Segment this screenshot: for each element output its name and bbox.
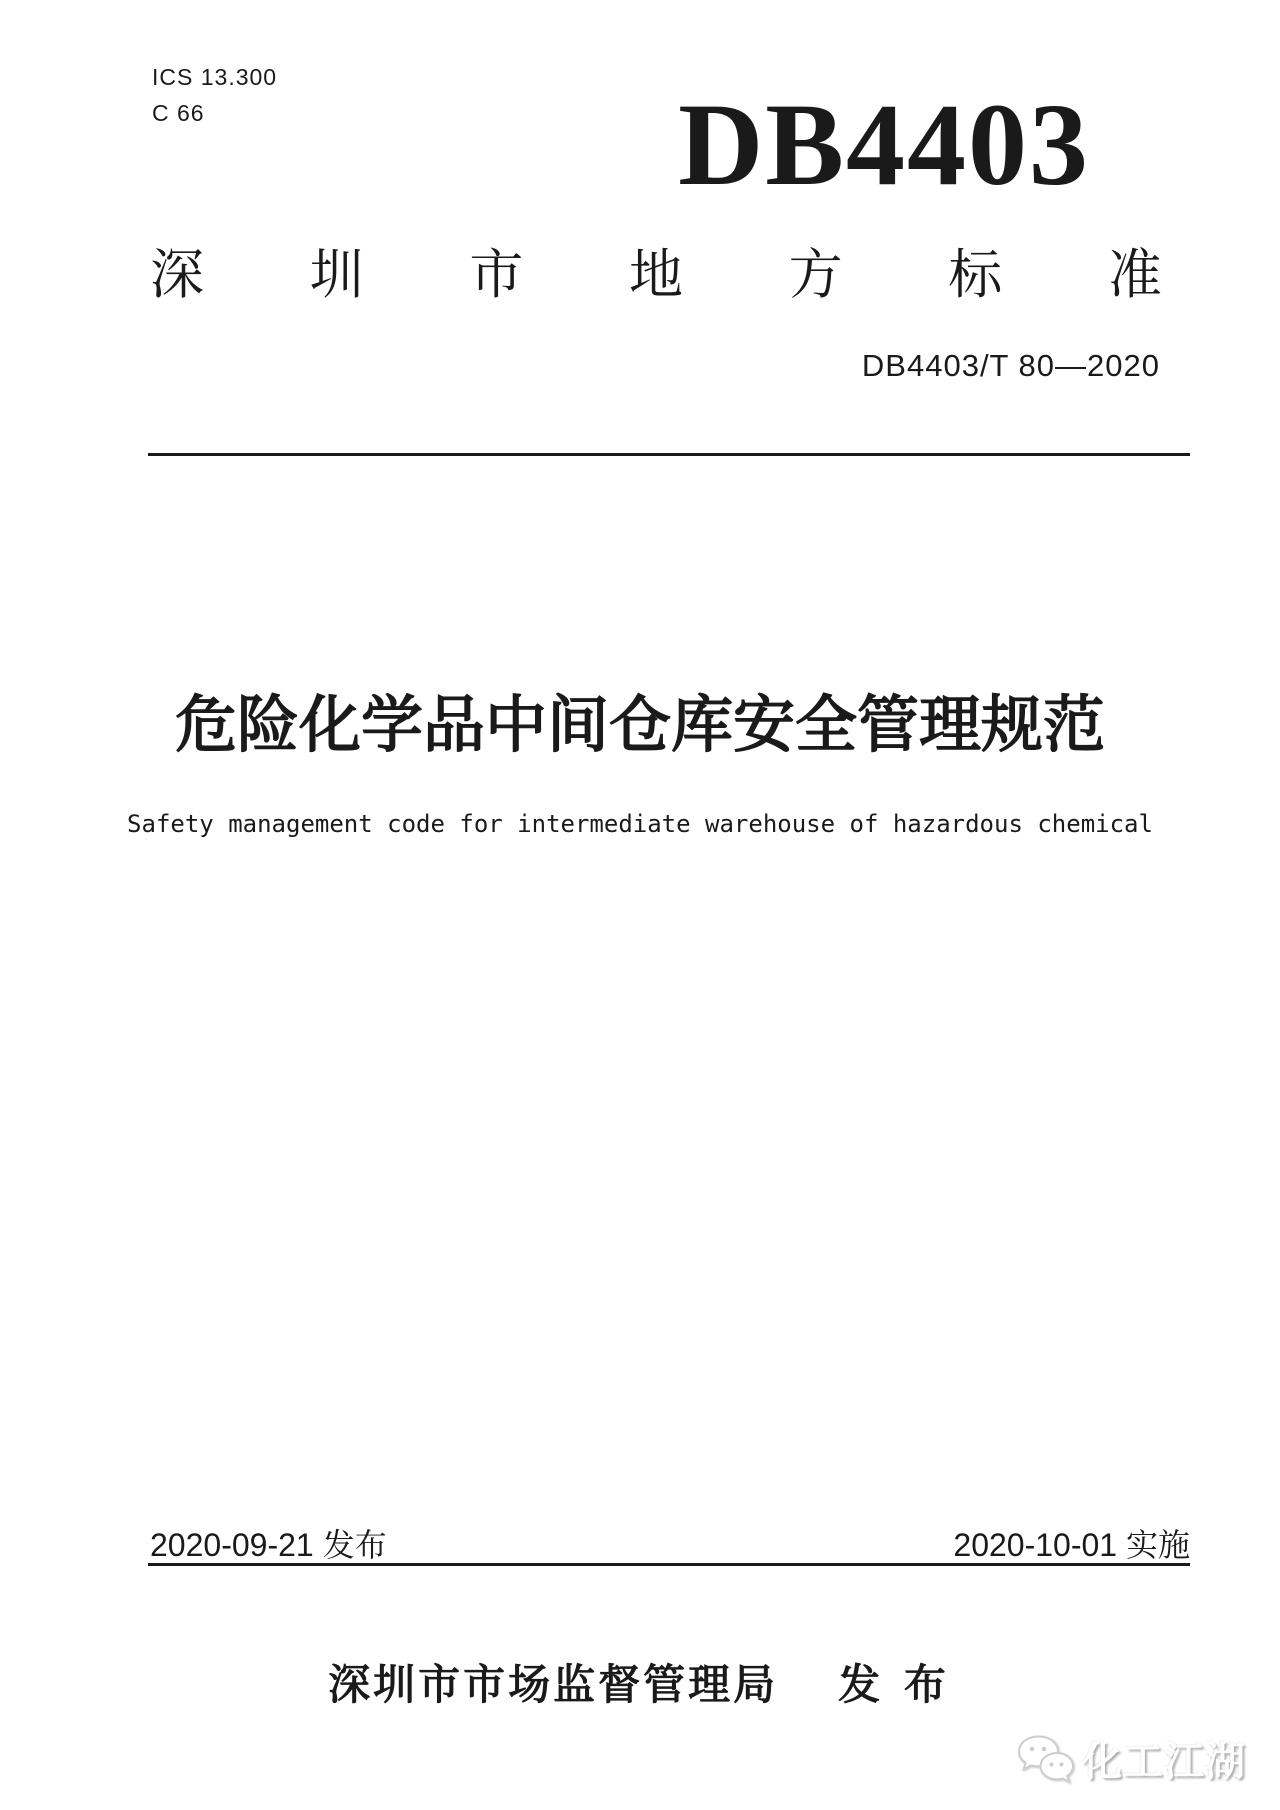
top-divider <box>148 453 1190 456</box>
date-row <box>150 1520 1190 1566</box>
watermark <box>1016 1730 1246 1787</box>
watermark-label: 化工江湖 <box>1082 1740 1246 1784</box>
document-title-zh: 危险化学品中间仓库安全管理规范 <box>174 691 1105 760</box>
classification-code: C 66 <box>152 100 205 126</box>
issue-date: 2020-09-21 发布 <box>150 1527 387 1563</box>
issuing-authority: 深圳市市场监督管理局 <box>328 1661 779 1708</box>
category-char: 准 <box>1107 245 1162 305</box>
category-char: 标 <box>948 245 1003 305</box>
implement-date: 2020-10-01 实施 <box>953 1527 1190 1563</box>
wechat-bubbles-icon <box>1016 1734 1074 1784</box>
standard-category <box>150 246 1162 305</box>
document-title-en: Safety management code for intermediate warehouse of hazardous chemical <box>127 810 1153 838</box>
category-char: 深 <box>150 245 204 305</box>
category-char: 方 <box>788 245 843 305</box>
ics-code: ICS 13.300 <box>152 64 278 90</box>
standard-code-large: DB4403 <box>678 79 1090 210</box>
category-char: 圳 <box>309 245 364 305</box>
issue-action-label: 发 布 <box>838 1661 952 1708</box>
category-char: 地 <box>628 245 683 305</box>
bottom-divider <box>148 1563 1190 1566</box>
publisher-row <box>0 1652 1280 1712</box>
category-char: 市 <box>469 245 524 305</box>
standard-number: DB4403/T 80—2020 <box>861 348 1160 383</box>
